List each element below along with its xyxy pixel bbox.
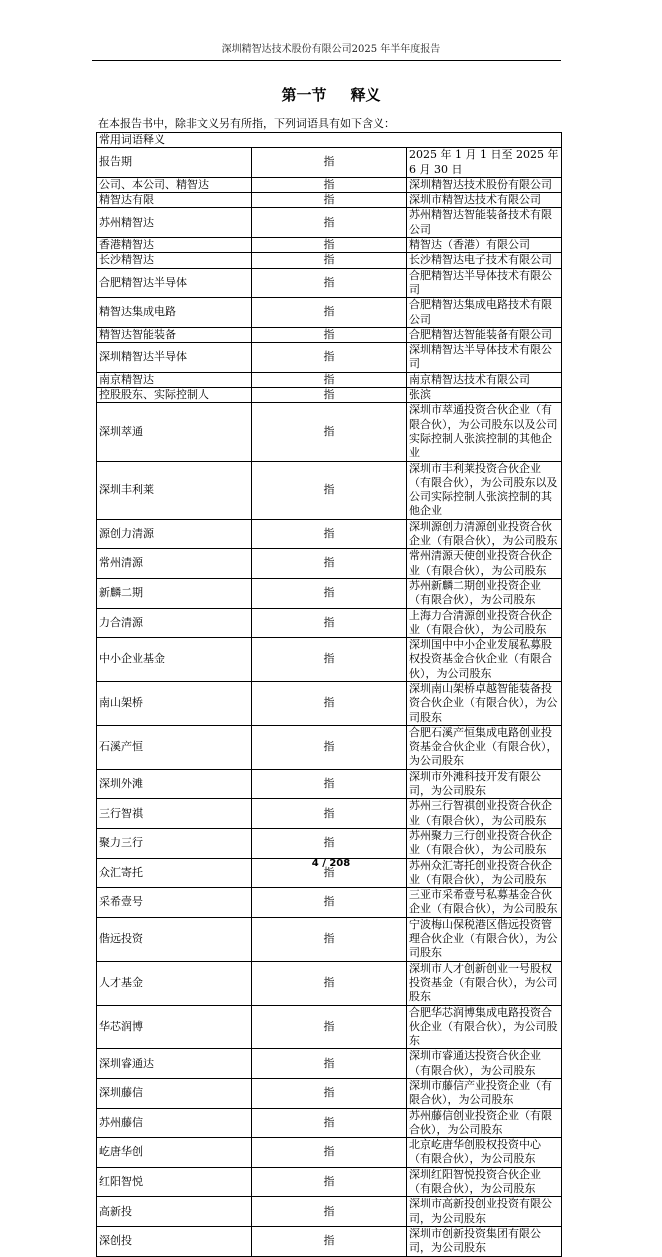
refers-to-cell: 指: [252, 608, 407, 638]
definition-cell: 苏州众汇寄托创业投资合伙企业（有限合伙），为公司股东: [407, 858, 562, 888]
term-cell: 精智达智能装备: [97, 327, 252, 342]
section-number: 第一节: [281, 86, 327, 104]
term-cell: 新麟二期: [97, 578, 252, 608]
table-row: [97, 298, 562, 328]
table-row: [97, 1079, 562, 1109]
refers-to-cell: 指: [252, 343, 407, 373]
term-cell: 红阳智悦: [97, 1167, 252, 1197]
definition-cell: 苏州新麟二期创业投资企业（有限合伙），为公司股东: [407, 578, 562, 608]
term-cell: 人才基金: [97, 961, 252, 1005]
refers-to-cell: 指: [252, 1167, 407, 1197]
table-row: [97, 1197, 562, 1227]
table-row: [97, 1226, 562, 1256]
definitions-table: [96, 132, 562, 1257]
definition-cell: 合肥石溪产恒集成电路创业投资基金合伙企业（有限合伙），为公司股东: [407, 725, 562, 769]
definition-cell: 深圳源创力清源创业投资合伙企业（有限合伙），为公司股东: [407, 519, 562, 549]
refers-to-cell: 指: [252, 148, 407, 178]
term-cell: 南山架桥: [97, 681, 252, 725]
table-row: [97, 148, 562, 178]
definition-cell: 深圳红阳智悦投资合伙企业（有限合伙），为公司股东: [407, 1167, 562, 1197]
table-row: [97, 549, 562, 579]
table-caption: 常用词语释义: [97, 133, 562, 148]
term-cell: 石溪产恒: [97, 725, 252, 769]
section-name: 释义: [350, 86, 381, 104]
table-row: [97, 1167, 562, 1197]
definition-cell: 合肥精智达集成电路技术有限公司: [407, 298, 562, 328]
refers-to-cell: 指: [252, 372, 407, 387]
table-row: [97, 343, 562, 373]
header-divider: [92, 60, 561, 61]
table-row: [97, 888, 562, 918]
refers-to-cell: 指: [252, 238, 407, 253]
term-cell: 力合清源: [97, 608, 252, 638]
refers-to-cell: 指: [252, 461, 407, 519]
definition-cell: 深圳市藤信产业投资企业（有限合伙），为公司股东: [407, 1079, 562, 1109]
term-cell: 聚力三行: [97, 828, 252, 858]
term-cell: 南京精智达: [97, 372, 252, 387]
definition-cell: 三亚市采希壹号私募基金合伙企业（有限合伙），为公司股东: [407, 888, 562, 918]
table-row: [97, 608, 562, 638]
term-cell: 香港精智达: [97, 238, 252, 253]
table-row: [97, 372, 562, 387]
definition-cell: 常州清源天使创业投资合伙企业（有限合伙），为公司股东: [407, 549, 562, 579]
table-row: [97, 208, 562, 238]
table-row: [97, 828, 562, 858]
running-header: 深圳精智达技术股份有限公司2025 年半年度报告: [221, 44, 441, 55]
term-cell: 华芯润博: [97, 1005, 252, 1049]
definition-cell: 合肥精智达半导体技术有限公司: [407, 268, 562, 298]
refers-to-cell: 指: [252, 681, 407, 725]
term-cell: 偕远投资: [97, 917, 252, 961]
refers-to-cell: 指: [252, 578, 407, 608]
refers-to-cell: 指: [252, 1226, 407, 1256]
refers-to-cell: 指: [252, 1197, 407, 1227]
term-cell: 高新投: [97, 1197, 252, 1227]
table-caption-row: [97, 133, 562, 148]
term-cell: 深圳萃通: [97, 403, 252, 461]
definition-cell: 深圳市睿通达投资合伙企业（有限合伙），为公司股东: [407, 1049, 562, 1079]
definition-cell: 深圳市丰利莱投资合伙企业（有限合伙），为公司股东以及公司实际控制人张滨控制的其他企业: [407, 461, 562, 519]
definition-cell: 张滨: [407, 388, 562, 403]
refers-to-cell: 指: [252, 1005, 407, 1049]
term-cell: 深圳藤信: [97, 1079, 252, 1109]
definition-cell: 宁波梅山保税港区偕远投资管理合伙企业（有限合伙），为公司股东: [407, 917, 562, 961]
table-row: [97, 1049, 562, 1079]
definition-cell: 苏州精智达智能装备技术有限公司: [407, 208, 562, 238]
table-row: [97, 725, 562, 769]
term-cell: 长沙精智达: [97, 253, 252, 268]
definition-cell: 深圳市创新投资集团有限公司，为公司股东: [407, 1226, 562, 1256]
definition-cell: 苏州藤信创业投资企业（有限合伙），为公司股东: [407, 1108, 562, 1138]
refers-to-cell: 指: [252, 388, 407, 403]
definition-cell: 苏州聚力三行创业投资合伙企业（有限合伙），为公司股东: [407, 828, 562, 858]
table-row: [97, 193, 562, 208]
term-cell: 众汇寄托: [97, 858, 252, 888]
term-cell: 三行智祺: [97, 799, 252, 829]
term-cell: 深圳丰利莱: [97, 461, 252, 519]
refers-to-cell: 指: [252, 828, 407, 858]
table-row: [97, 268, 562, 298]
refers-to-cell: 指: [252, 1108, 407, 1138]
table-row: [97, 578, 562, 608]
term-cell: 精智达集成电路: [97, 298, 252, 328]
table-row: [97, 799, 562, 829]
term-cell: 屹唐华创: [97, 1138, 252, 1168]
refers-to-cell: 指: [252, 769, 407, 799]
term-cell: 苏州精智达: [97, 208, 252, 238]
table-row: [97, 917, 562, 961]
refers-to-cell: 指: [252, 725, 407, 769]
term-cell: 控股股东、实际控制人: [97, 388, 252, 403]
definition-cell: 合肥精智达智能装备有限公司: [407, 327, 562, 342]
term-cell: 中小企业基金: [97, 638, 252, 682]
definition-cell: 精智达（香港）有限公司: [407, 238, 562, 253]
refers-to-cell: 指: [252, 327, 407, 342]
page-number: 4 / 208: [311, 858, 351, 869]
section-title: [0, 85, 662, 105]
refers-to-cell: 指: [252, 519, 407, 549]
table-row: [97, 238, 562, 253]
definitions-table-body: [97, 133, 562, 1257]
table-row: [97, 403, 562, 461]
table-row: [97, 519, 562, 549]
table-row: [97, 1005, 562, 1049]
term-cell: 深圳外滩: [97, 769, 252, 799]
table-row: [97, 769, 562, 799]
table-row: [97, 461, 562, 519]
term-cell: 源创力清源: [97, 519, 252, 549]
term-cell: 精智达有限: [97, 193, 252, 208]
definition-cell: 深圳精智达技术股份有限公司: [407, 177, 562, 192]
term-cell: 深圳精智达半导体: [97, 343, 252, 373]
refers-to-cell: 指: [252, 917, 407, 961]
table-row: [97, 681, 562, 725]
refers-to-cell: 指: [252, 298, 407, 328]
definition-cell: 南京精智达技术有限公司: [407, 372, 562, 387]
term-cell: 报告期: [97, 148, 252, 178]
definition-cell: 深圳市外滩科技开发有限公司，为公司股东: [407, 769, 562, 799]
definition-cell: 苏州三行智祺创业投资合伙企业（有限合伙），为公司股东: [407, 799, 562, 829]
definition-cell: 北京屹唐华创股权投资中心（有限合伙），为公司股东: [407, 1138, 562, 1168]
table-row: [97, 961, 562, 1005]
refers-to-cell: 指: [252, 208, 407, 238]
table-row: [97, 1108, 562, 1138]
definition-cell: 深圳市人才创新创业一号股权投资基金（有限合伙），为公司股东: [407, 961, 562, 1005]
refers-to-cell: 指: [252, 961, 407, 1005]
refers-to-cell: 指: [252, 268, 407, 298]
definition-cell: 合肥华芯润博集成电路投资合伙企业（有限合伙），为公司股东: [407, 1005, 562, 1049]
table-row: [97, 388, 562, 403]
definition-cell: 深圳精智达半导体技术有限公司: [407, 343, 562, 373]
table-row: [97, 253, 562, 268]
term-cell: 常州清源: [97, 549, 252, 579]
refers-to-cell: 指: [252, 177, 407, 192]
definition-cell: 长沙精智达电子技术有限公司: [407, 253, 562, 268]
refers-to-cell: 指: [252, 638, 407, 682]
refers-to-cell: 指: [252, 1049, 407, 1079]
refers-to-cell: 指: [252, 253, 407, 268]
definition-cell: 深圳市精智达技术有限公司: [407, 193, 562, 208]
refers-to-cell: 指: [252, 799, 407, 829]
refers-to-cell: 指: [252, 1079, 407, 1109]
term-cell: 采希壹号: [97, 888, 252, 918]
refers-to-cell: 指: [252, 858, 407, 888]
term-cell: 合肥精智达半导体: [97, 268, 252, 298]
term-cell: 深创投: [97, 1226, 252, 1256]
table-row: [97, 177, 562, 192]
table-row: [97, 638, 562, 682]
refers-to-cell: 指: [252, 1138, 407, 1168]
table-row: [97, 327, 562, 342]
definition-cell: 深圳市高新投创业投资有限公司，为公司股东: [407, 1197, 562, 1227]
intro-text: 在本报告书中，除非文义另有所指，下列词语具有如下含义：: [98, 117, 395, 130]
definition-cell: 2025 年 1 月 1 日至 2025 年 6 月 30 日: [407, 148, 562, 178]
refers-to-cell: 指: [252, 403, 407, 461]
term-cell: 深圳睿通达: [97, 1049, 252, 1079]
definition-cell: 上海力合清源创业投资合伙企业（有限合伙），为公司股东: [407, 608, 562, 638]
term-cell: 公司、本公司、精智达: [97, 177, 252, 192]
refers-to-cell: 指: [252, 549, 407, 579]
refers-to-cell: 指: [252, 193, 407, 208]
refers-to-cell: 指: [252, 888, 407, 918]
definition-cell: 深圳市萃通投资合伙企业（有限合伙），为公司股东以及公司实际控制人张滨控制的其他企业: [407, 403, 562, 461]
term-cell: 苏州藤信: [97, 1108, 252, 1138]
table-row: [97, 1138, 562, 1168]
definition-cell: 深圳国中中小企业发展私募股权投资基金合伙企业（有限合伙），为公司股东: [407, 638, 562, 682]
definition-cell: 深圳南山架桥卓越智能装备投资合伙企业（有限合伙），为公司股东: [407, 681, 562, 725]
